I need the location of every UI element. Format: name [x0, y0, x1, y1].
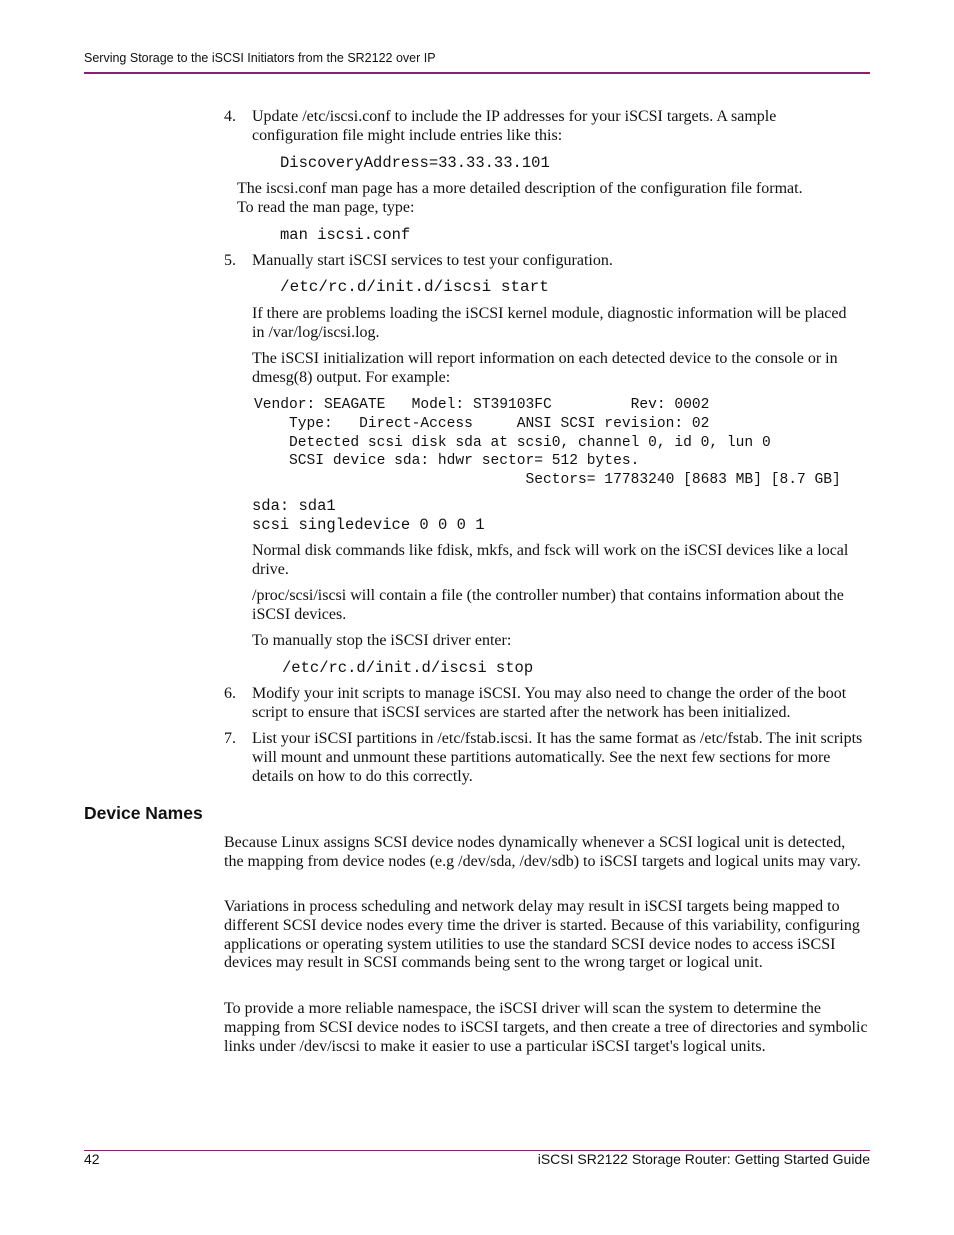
step-5-number: 5.	[224, 252, 236, 269]
device-names-paragraph-2: Variations in process scheduling and network delay may result in iSCSI targets being mapped to different SCSI device nodes every time the driver is started. Because of this variability, configuring applications or operating system utilities to use the standard SCSI device nodes to access iSCSI devices may result in SCSI commands being sent to the wrong target or logical unit.	[224, 898, 860, 972]
footer-book-title: iSCSI SR2122 Storage Router: Getting Started Guide	[537, 1151, 870, 1167]
step-5-log-output: Vendor: SEAGATE Model: ST39103FC Rev: 0002 Type: Direct-Access ANSI SCSI revision: 02 Detected scsi disk sda at scsi0, channel 0, id 0, lun 0 SCSI device sda: hdwr sector= 512 bytes. Sectors= 17783240 [8683 MB] [8.7 GB]	[254, 397, 841, 489]
step-5-code-start: /etc/rc.d/init.d/iscsi start	[280, 278, 549, 296]
header-rule	[84, 72, 870, 74]
step-5-text: Manually start iSCSI services to test your configuration.	[252, 252, 613, 269]
step-5-paragraph-proc: /proc/scsi/iscsi will contain a file (the controller number) that contains information about the iSCSI devices.	[252, 587, 844, 623]
section-heading-device-names: Device Names	[84, 803, 203, 823]
step-5-log-output-partitions: sda: sda1 scsi singledevice 0 0 0 1	[252, 497, 485, 534]
step-7-text: List your iSCSI partitions in /etc/fstab.iscsi. It has the same format as /etc/fstab. The init scripts will mount and unmount these partitions automatically. See the next few sections for more details on how to do this correctly.	[252, 730, 863, 785]
step-5-paragraph-stop: To manually stop the iSCSI driver enter:	[252, 632, 512, 649]
running-header: Serving Storage to the iSCSI Initiators from the SR2122 over IP	[84, 51, 436, 65]
step-4-number: 4.	[224, 108, 236, 125]
step-6-number: 6.	[224, 685, 236, 702]
step-4-text: Update /etc/iscsi.conf to include the IP addresses for your iSCSI targets. A sample configuration file might include entries like this:	[252, 108, 777, 144]
step-7-number: 7.	[224, 730, 236, 747]
step-5-code-stop: /etc/rc.d/init.d/iscsi stop	[282, 659, 534, 677]
step-4-note: The iscsi.conf man page has a more detailed description of the configuration file format. To read the man page, type:	[237, 180, 803, 216]
device-names-paragraph-1: Because Linux assigns SCSI device nodes dynamically whenever a SCSI logical unit is detected, the mapping from device nodes (e.g /dev/sda, /dev/sdb) to iSCSI targets and logical units may vary.	[224, 834, 861, 870]
step-4-code: DiscoveryAddress=33.33.33.101	[280, 154, 550, 172]
step-5-paragraph-initialization: The iSCSI initialization will report information on each detected device to the console or in dmesg(8) output. For example:	[252, 350, 838, 386]
step-5-paragraph-disk-commands: Normal disk commands like fdisk, mkfs, and fsck will work on the iSCSI devices like a local drive.	[252, 542, 849, 578]
page-number: 42	[84, 1151, 100, 1167]
step-4-code-man: man iscsi.conf	[280, 226, 411, 244]
step-5-paragraph-diagnostics: If there are problems loading the iSCSI kernel module, diagnostic information will be placed in /var/log/iscsi.log.	[252, 305, 847, 341]
step-6-text: Modify your init scripts to manage iSCSI. You may also need to change the order of the boot script to ensure that iSCSI services are started after the network has been initialized.	[252, 685, 847, 721]
device-names-paragraph-3: To provide a more reliable namespace, the iSCSI driver will scan the system to determine the mapping from SCSI device nodes to iSCSI targets, and then create a tree of directories and symbolic links under /dev/iscsi to make it easier to use a particular iSCSI target's logical units.	[224, 1000, 868, 1055]
